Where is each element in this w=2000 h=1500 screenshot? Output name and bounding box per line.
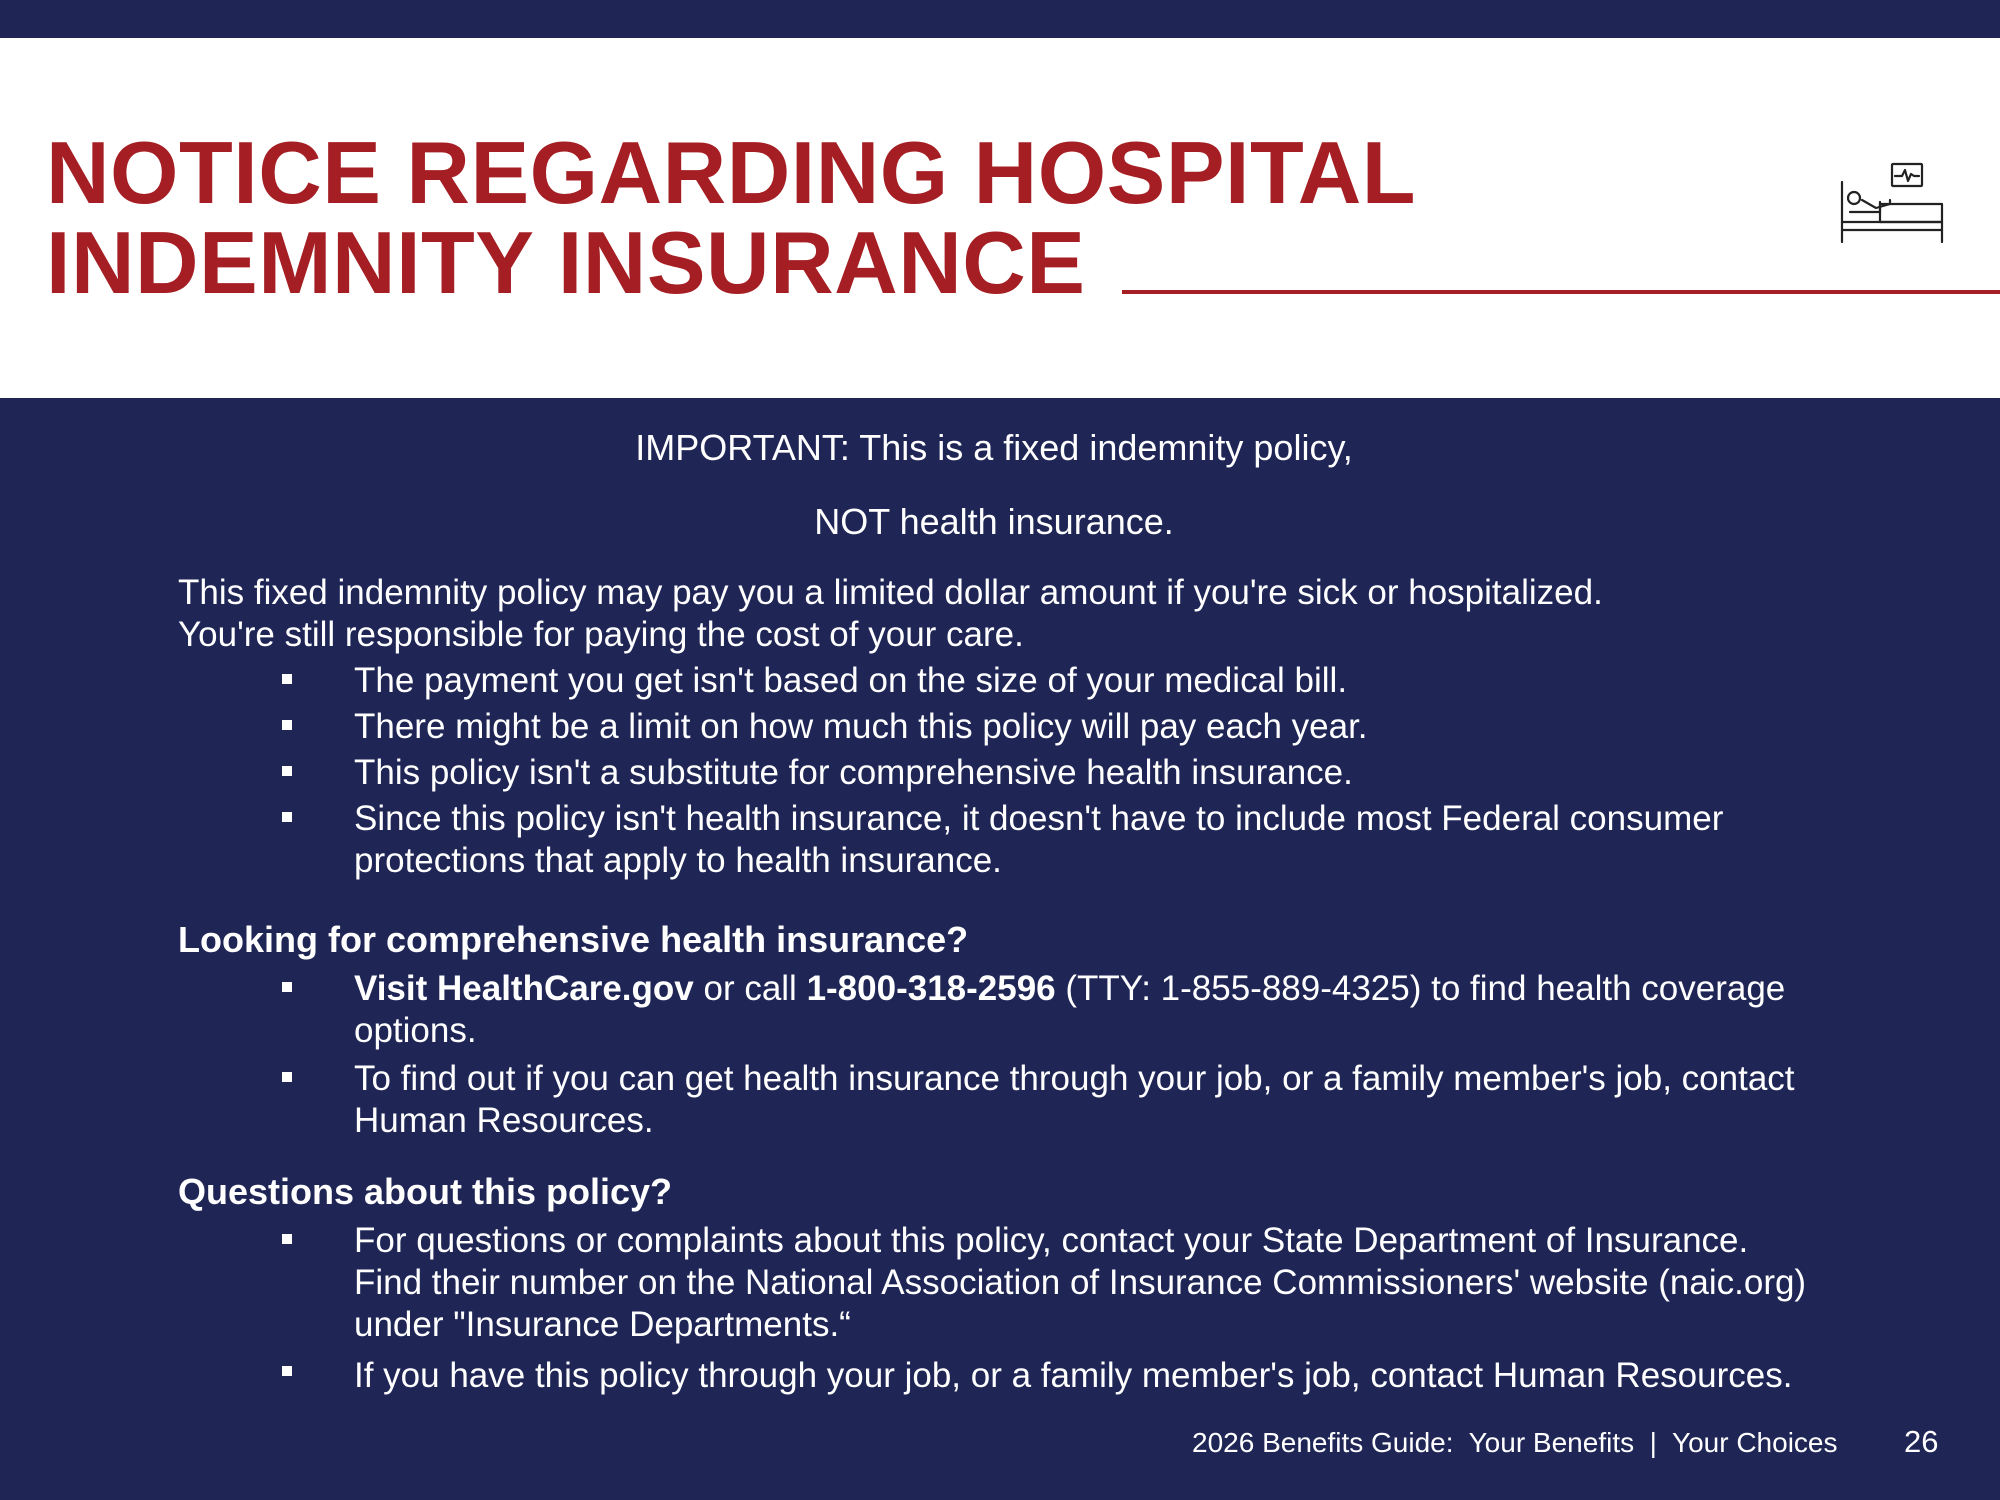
bullet-square-icon — [282, 1072, 292, 1082]
looking-bullet-list — [178, 968, 1818, 1148]
list-item — [178, 752, 1818, 794]
important-line-2: NOT health insurance. — [814, 501, 1174, 542]
bullet-text: The payment you get isn't based on the size of your medical bill. — [354, 661, 1348, 700]
bullet-square-icon — [282, 674, 292, 684]
healthcare-gov-link[interactable]: Visit HealthCare.gov — [354, 969, 694, 1008]
page-title-line-2: INDEMNITY INSURANCE — [46, 213, 1086, 312]
intro-bullet-list — [178, 660, 1818, 886]
questions-bullet-list — [178, 1220, 1818, 1406]
page-title — [46, 123, 1417, 312]
list-item — [178, 1058, 1818, 1142]
marketplace-phone-number: 1-800-318-2596 — [806, 969, 1056, 1008]
list-item — [178, 706, 1818, 748]
bullet-text: This policy isn't a substitute for comprehensive health insurance. — [354, 753, 1353, 792]
page-number: 26 — [1904, 1424, 1939, 1459]
title-underline — [1122, 290, 2000, 294]
bullet-text: or call — [693, 969, 807, 1008]
bullet-square-icon — [282, 766, 292, 776]
questions-heading: Questions about this policy? — [178, 1171, 673, 1212]
bullet-square-icon — [282, 982, 292, 992]
bullet-square-icon — [282, 720, 292, 730]
notice-panel — [0, 398, 2000, 1500]
bullet-square-icon — [282, 1366, 292, 1376]
top-accent-bar — [0, 0, 2000, 38]
page-title-line-1: NOTICE REGARDING HOSPITAL — [46, 123, 1417, 222]
list-item — [178, 660, 1818, 702]
hospital-bed-icon — [1836, 160, 1948, 246]
bullet-text: There might be a limit on how much this policy will pay each year. — [354, 707, 1368, 746]
bullet-text: To find out if you can get health insurance through your job, or a family member's job, contact Human Resources. — [354, 1059, 1795, 1140]
list-item — [178, 968, 1818, 1052]
bullet-square-icon — [282, 1234, 292, 1244]
bullet-text: For questions or complaints about this policy, contact your State Department of Insurance. Find their number on the National Association of Insurance Commissioners' website (naic.org) under "Insurance Departments.“ — [354, 1221, 1807, 1344]
intro-line-1: This fixed indemnity policy may pay you a limited dollar amount if you're sick or hospitalized. — [178, 573, 1603, 612]
intro-line-2: You're still responsible for paying the cost of your care. — [178, 615, 1024, 654]
bullet-text: Since this policy isn't health insurance, it doesn't have to include most Federal consumer protections that apply to health insurance. — [354, 799, 1724, 880]
intro-paragraph — [178, 572, 1818, 656]
list-item — [178, 1220, 1818, 1346]
bullet-square-icon — [282, 812, 292, 822]
bullet-text: (TTY: 1-855-889-4325) to find health coverage options. — [354, 969, 1786, 1050]
list-item — [178, 1352, 1818, 1400]
looking-heading: Looking for comprehensive health insurance? — [178, 919, 969, 960]
list-item — [178, 798, 1818, 882]
footer-guide-title: 2026 Benefits Guide: Your Benefits | Your Choices — [1192, 1427, 1838, 1458]
important-line-1: IMPORTANT: This is a fixed indemnity policy, — [635, 427, 1353, 468]
bullet-text: If you have this policy through your job, or a family member's job, contact Human Resources. — [354, 1356, 1793, 1395]
